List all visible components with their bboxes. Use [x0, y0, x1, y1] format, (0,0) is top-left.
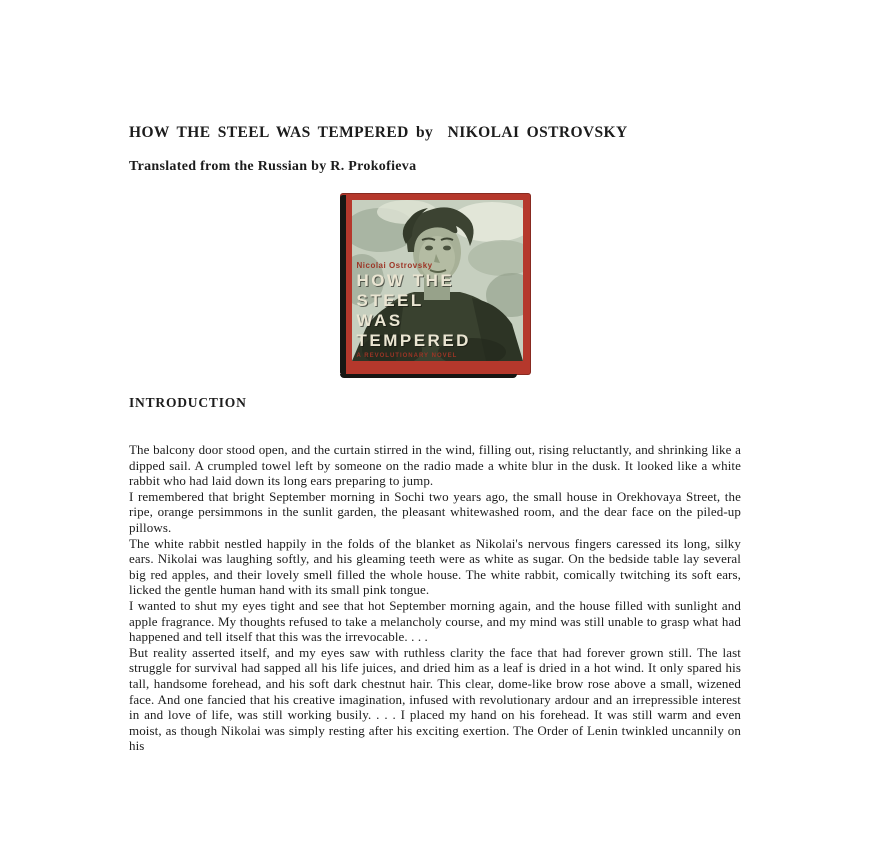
paragraph-1: The balcony door stood open, and the curtain stirred in the wind, filling out, rising reluctantly, and shrinking like a dipped sail. A crumpled towel left by someone on the radio made a white blur in the dusk. It looked like a white rabbit who had laid down its long ears preparing to jump. [129, 442, 741, 489]
document-title: HOW THE STEEL WAS TEMPERED by NIKOLAI OSTROVSKY [129, 124, 628, 141]
book-cover [340, 193, 531, 375]
cover-author: Nicolai Ostrovsky [356, 261, 433, 270]
cover-title-line1: HOW THE STEEL [356, 271, 455, 310]
paragraph-4: I wanted to shut my eyes tight and see that hot September morning again, and the house filled with sunlight and apple fragrance. My thoughts refused to take a melancholy course, and my mind was still unable to grasp what had happened and tell itself that this was the irrevocable. . . . [129, 597, 741, 645]
cover-title-line2: WAS TEMPERED [356, 311, 471, 350]
paragraph-2: I remembered that bright September morning in Sochi two years ago, the small house in Orekhovaya Street, the ripe, orange persimmons in the sunlit garden, the pleasant whitewashed room, and the dear face on the piled-up pillows. [129, 488, 741, 535]
cover-text-block [357, 261, 521, 359]
cover-tagline: A REVOLUTIONARY NOVEL [356, 353, 458, 359]
introduction-text [129, 442, 741, 754]
paragraph-3: The white rabbit nestled happily in the folds of the blanket as Nikolai's nervous fingers caressed its long, silky ears. Nikolai was laughing softly, and his gleaming teeth were as white as sugar. On the bedside table lay several big red apples, and their lovely smell filled the whole house. The white rabbit, comically twitching its soft ears, licked the gentle human hand with its small pink tongue. [129, 535, 741, 598]
book-cover-photo [352, 200, 523, 361]
paragraph-5: But reality asserted itself, and my eyes saw with ruthless clarity the face that had forever grown still. The last struggle for survival had sapped all his life juices, and dried him as a leaf is dried in a hot wind. It only spared his tall, handsome forehead, and his soft dark chestnut hair. This clear, dome-like brow rose above a small, wizened face. And one fancied that his creative imagination, infused with revolutionary ardour and an irrepressible interest in and love of life, was still working busily. . . . I placed my hand on his forehead. It was still warm and even moist, as though Nikolai was simply resting after his exciting exertion. The Order of Lenin twinkled uncannily on his [129, 644, 741, 754]
section-heading: INTRODUCTION [129, 395, 247, 410]
document-page [129, 124, 741, 754]
document-subtitle: Translated from the Russian by R. Prokofieva [129, 159, 417, 174]
